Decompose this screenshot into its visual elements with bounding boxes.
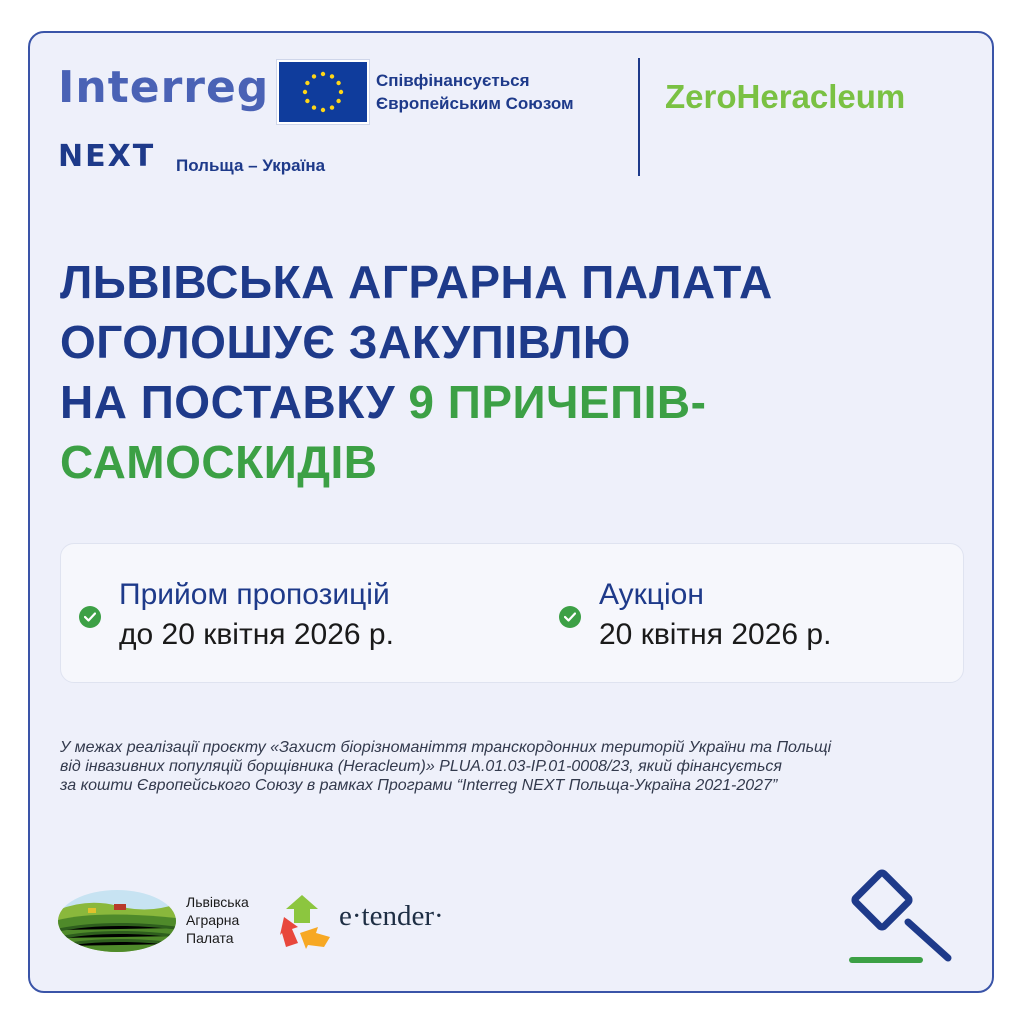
etender-arrows-icon bbox=[280, 893, 332, 949]
footnote-line3: за кошти Європейського Союзу в рамках Програми “Interreg NEXT Польща-Україна 2021-2027” bbox=[60, 777, 778, 794]
headline-line4: САМОСКИДІВ bbox=[60, 436, 378, 488]
interreg-logo: Interreg bbox=[58, 62, 270, 113]
program-region: Польща – Україна bbox=[176, 156, 326, 175]
auction-date-value: 20 квітня 2026 р. bbox=[599, 618, 832, 651]
eu-cofunding-text bbox=[376, 69, 574, 115]
headline-line3-prefix: НА ПОСТАВКУ bbox=[60, 376, 409, 428]
headline bbox=[60, 252, 960, 492]
footnote-line2: від інвазивних популяцій борщівника (Heracleum)» PLUA.01.03-IP.01-0008/23, який фінансується bbox=[60, 758, 782, 775]
etender-logo: e·tender· bbox=[339, 900, 444, 932]
eu-cofunding-line2: Європейським Союзом bbox=[376, 94, 574, 113]
check-circle-icon bbox=[559, 606, 581, 628]
proposals-date: до 20 квітня 2026 р. bbox=[119, 618, 394, 651]
check-circle-icon bbox=[79, 606, 101, 628]
chamber-logo bbox=[58, 890, 176, 952]
auction-gavel-icon bbox=[848, 862, 956, 966]
eu-cofunding-line1: Співфінансується bbox=[376, 71, 530, 90]
headline-line2: ОГОЛОШУЄ ЗАКУПІВЛЮ bbox=[60, 316, 631, 368]
headline-line3 bbox=[60, 372, 960, 432]
announcement-card bbox=[28, 31, 994, 993]
headline-highlight: 9 ПРИЧЕПІВ- bbox=[408, 376, 707, 428]
dates-panel bbox=[60, 543, 964, 683]
chamber-name bbox=[186, 893, 249, 947]
project-logo: ZeroHeracleum bbox=[665, 78, 906, 115]
chamber-name-line1: Львівська bbox=[186, 894, 249, 910]
auction-title: Аукціон bbox=[599, 578, 704, 611]
header-divider bbox=[638, 58, 640, 176]
chamber-name-line3: Палата bbox=[186, 930, 234, 946]
headline-line1: ЛЬВІВСЬКА АГРАРНА ПАЛАТА bbox=[60, 256, 773, 308]
next-logo: NEXT bbox=[58, 139, 156, 174]
eu-flag-icon bbox=[277, 60, 369, 124]
project-footnote bbox=[60, 738, 965, 795]
footnote-line1: У межах реалізації проєкту «Захист біорізноманіття транскордонних територій України та Польщі bbox=[60, 739, 832, 756]
chamber-name-line2: Аграрна bbox=[186, 912, 240, 928]
proposals-title: Прийом пропозицій bbox=[119, 578, 390, 611]
